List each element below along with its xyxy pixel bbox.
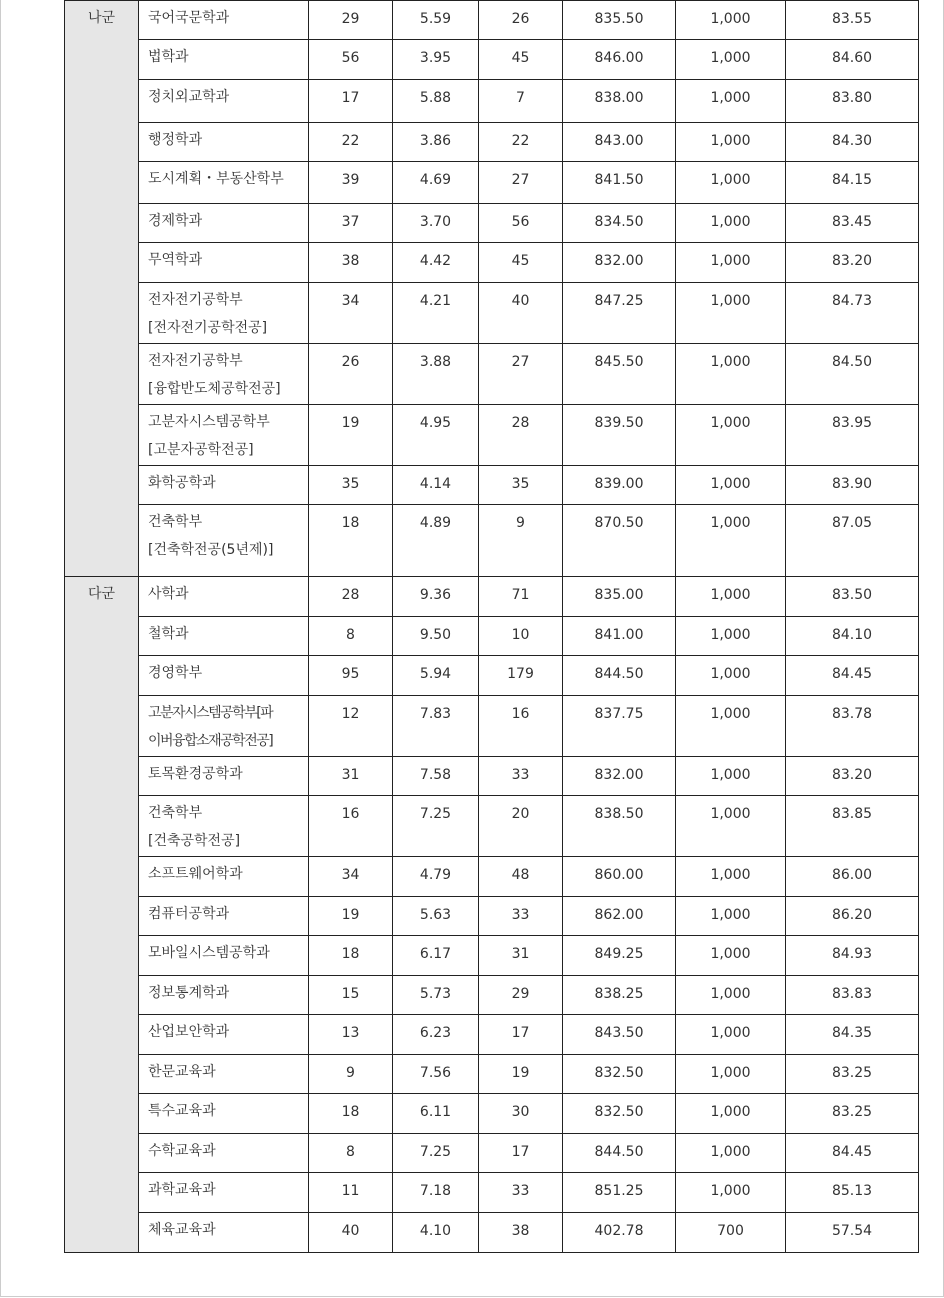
- value-cell: 700: [676, 1213, 786, 1253]
- value-cell: 29: [309, 1, 393, 40]
- department-name-line: 고분자시스템공학부[파: [148, 705, 273, 721]
- value-cell: 7.25: [393, 1134, 479, 1173]
- value-cell: 3.95: [393, 40, 479, 80]
- value-cell: 29: [479, 976, 563, 1015]
- department-name-line: 국어국문학과: [148, 10, 230, 26]
- department-name-line: 체육교육과: [148, 1222, 216, 1238]
- department-name-line: 경제학과: [148, 213, 203, 229]
- value-cell: 19: [309, 897, 393, 936]
- value-cell: 832.50: [563, 1055, 676, 1094]
- table-row: [65, 1213, 919, 1253]
- value-cell: 19: [309, 405, 393, 466]
- department-cell: [139, 243, 309, 283]
- value-cell: 1,000: [676, 1015, 786, 1055]
- value-cell: 35: [479, 466, 563, 505]
- value-cell: 7.58: [393, 757, 479, 796]
- value-cell: 1,000: [676, 617, 786, 656]
- department-cell: [139, 696, 309, 757]
- value-cell: 84.93: [786, 936, 919, 976]
- department-name-line: 건축학부: [148, 805, 203, 821]
- department-name-line: 도시계획・부동산학부: [148, 171, 284, 187]
- value-cell: 5.59: [393, 1, 479, 40]
- group-label: 다군: [65, 577, 139, 1253]
- value-cell: 84.45: [786, 656, 919, 696]
- value-cell: 83.80: [786, 80, 919, 123]
- value-cell: 847.25: [563, 283, 676, 344]
- value-cell: 6.17: [393, 936, 479, 976]
- value-cell: 86.00: [786, 857, 919, 897]
- table-row: [65, 577, 919, 617]
- value-cell: 832.00: [563, 757, 676, 796]
- value-cell: 83.20: [786, 243, 919, 283]
- value-cell: 4.14: [393, 466, 479, 505]
- value-cell: 28: [309, 577, 393, 617]
- group-label: 나군: [65, 1, 139, 577]
- value-cell: 6.23: [393, 1015, 479, 1055]
- value-cell: 1,000: [676, 243, 786, 283]
- value-cell: 862.00: [563, 897, 676, 936]
- value-cell: 48: [479, 857, 563, 897]
- value-cell: 33: [479, 757, 563, 796]
- value-cell: 4.89: [393, 505, 479, 577]
- value-cell: 83.83: [786, 976, 919, 1015]
- value-cell: 12: [309, 696, 393, 757]
- department-name-line: 정보통계학과: [148, 985, 230, 1001]
- value-cell: 84.35: [786, 1015, 919, 1055]
- value-cell: 5.88: [393, 80, 479, 123]
- table-row: [65, 162, 919, 204]
- value-cell: 838.50: [563, 796, 676, 857]
- department-name-line: 사학과: [148, 586, 189, 602]
- department-name-line: [전자전기공학전공]: [148, 320, 268, 336]
- value-cell: 84.50: [786, 344, 919, 405]
- department-name-line: 모바일시스템공학과: [148, 945, 270, 961]
- department-name-line: 전자전기공학부: [148, 292, 243, 308]
- value-cell: 39: [309, 162, 393, 204]
- value-cell: 1,000: [676, 1055, 786, 1094]
- value-cell: 1,000: [676, 897, 786, 936]
- department-cell: [139, 466, 309, 505]
- department-cell: [139, 204, 309, 243]
- department-cell: [139, 1015, 309, 1055]
- value-cell: 84.30: [786, 123, 919, 162]
- value-cell: 849.25: [563, 936, 676, 976]
- value-cell: 1,000: [676, 1134, 786, 1173]
- value-cell: 33: [479, 897, 563, 936]
- department-cell: [139, 162, 309, 204]
- department-name-line: 토목환경공학과: [148, 766, 243, 782]
- table-row: [65, 283, 919, 344]
- value-cell: 832.50: [563, 1094, 676, 1134]
- value-cell: 16: [309, 796, 393, 857]
- department-cell: [139, 505, 309, 577]
- value-cell: 8: [309, 1134, 393, 1173]
- value-cell: 1,000: [676, 40, 786, 80]
- value-cell: 19: [479, 1055, 563, 1094]
- value-cell: 1,000: [676, 466, 786, 505]
- value-cell: 26: [479, 1, 563, 40]
- value-cell: 4.79: [393, 857, 479, 897]
- value-cell: 1,000: [676, 283, 786, 344]
- value-cell: 83.55: [786, 1, 919, 40]
- department-name-line: 화학공학과: [148, 475, 216, 491]
- value-cell: 40: [309, 1213, 393, 1253]
- department-name-line: 산업보안학과: [148, 1024, 230, 1040]
- value-cell: 7.25: [393, 796, 479, 857]
- value-cell: 839.50: [563, 405, 676, 466]
- value-cell: 1,000: [676, 936, 786, 976]
- value-cell: 34: [309, 283, 393, 344]
- department-cell: [139, 577, 309, 617]
- table-row: [65, 466, 919, 505]
- value-cell: 35: [309, 466, 393, 505]
- department-cell: [139, 123, 309, 162]
- value-cell: 16: [479, 696, 563, 757]
- value-cell: 10: [479, 617, 563, 656]
- value-cell: 1,000: [676, 656, 786, 696]
- value-cell: 85.13: [786, 1173, 919, 1213]
- value-cell: 17: [479, 1015, 563, 1055]
- table-row: [65, 505, 919, 577]
- value-cell: 839.00: [563, 466, 676, 505]
- department-name-line: [고분자공학전공]: [148, 442, 254, 458]
- department-cell: [139, 976, 309, 1015]
- department-name-line: 과학교육과: [148, 1182, 216, 1198]
- department-name-line: 건축학부: [148, 514, 203, 530]
- value-cell: 837.75: [563, 696, 676, 757]
- table-row: [65, 656, 919, 696]
- department-cell: [139, 617, 309, 656]
- value-cell: 845.50: [563, 344, 676, 405]
- value-cell: 83.85: [786, 796, 919, 857]
- value-cell: 834.50: [563, 204, 676, 243]
- value-cell: 9.50: [393, 617, 479, 656]
- table-row: [65, 1015, 919, 1055]
- value-cell: 1,000: [676, 976, 786, 1015]
- value-cell: 30: [479, 1094, 563, 1134]
- value-cell: 4.21: [393, 283, 479, 344]
- value-cell: 838.00: [563, 80, 676, 123]
- value-cell: 4.10: [393, 1213, 479, 1253]
- value-cell: 27: [479, 344, 563, 405]
- value-cell: 844.50: [563, 656, 676, 696]
- department-cell: [139, 796, 309, 857]
- department-cell: [139, 857, 309, 897]
- value-cell: 11: [309, 1173, 393, 1213]
- value-cell: 17: [309, 80, 393, 123]
- value-cell: 851.25: [563, 1173, 676, 1213]
- department-cell: [139, 1, 309, 40]
- value-cell: 37: [309, 204, 393, 243]
- value-cell: 8: [309, 617, 393, 656]
- value-cell: 20: [479, 796, 563, 857]
- value-cell: 83.25: [786, 1055, 919, 1094]
- department-cell: [139, 80, 309, 123]
- value-cell: 841.00: [563, 617, 676, 656]
- value-cell: 83.90: [786, 466, 919, 505]
- value-cell: 9: [309, 1055, 393, 1094]
- value-cell: 4.95: [393, 405, 479, 466]
- table-row: [65, 80, 919, 123]
- value-cell: 843.50: [563, 1015, 676, 1055]
- department-cell: [139, 1173, 309, 1213]
- value-cell: 844.50: [563, 1134, 676, 1173]
- value-cell: 1,000: [676, 162, 786, 204]
- value-cell: 83.50: [786, 577, 919, 617]
- department-name-line: 행정학과: [148, 132, 203, 148]
- department-name-line: 소프트웨어학과: [148, 866, 243, 882]
- table-row: [65, 344, 919, 405]
- table-row: [65, 123, 919, 162]
- department-cell: [139, 936, 309, 976]
- value-cell: 1,000: [676, 1, 786, 40]
- department-name-line: 컴퓨터공학과: [148, 906, 230, 922]
- value-cell: 1,000: [676, 1173, 786, 1213]
- department-name-line: 무역학과: [148, 252, 203, 268]
- value-cell: 7.83: [393, 696, 479, 757]
- department-cell: [139, 1094, 309, 1134]
- table-row: [65, 1173, 919, 1213]
- value-cell: 835.00: [563, 577, 676, 617]
- department-name-line: [융합반도체공학전공]: [148, 381, 281, 397]
- value-cell: 83.45: [786, 204, 919, 243]
- value-cell: 860.00: [563, 857, 676, 897]
- value-cell: 17: [479, 1134, 563, 1173]
- value-cell: 56: [479, 204, 563, 243]
- department-name-line: 전자전기공학부: [148, 353, 243, 369]
- value-cell: 179: [479, 656, 563, 696]
- table-row: [65, 1094, 919, 1134]
- value-cell: 18: [309, 505, 393, 577]
- value-cell: 1,000: [676, 577, 786, 617]
- table-row: [65, 617, 919, 656]
- value-cell: 1,000: [676, 344, 786, 405]
- value-cell: 3.70: [393, 204, 479, 243]
- value-cell: 4.69: [393, 162, 479, 204]
- value-cell: 841.50: [563, 162, 676, 204]
- value-cell: 83.78: [786, 696, 919, 757]
- value-cell: 84.10: [786, 617, 919, 656]
- table-row: [65, 204, 919, 243]
- value-cell: 13: [309, 1015, 393, 1055]
- department-cell: [139, 757, 309, 796]
- department-cell: [139, 40, 309, 80]
- department-name-line: 한문교육과: [148, 1064, 216, 1080]
- table-row: [65, 40, 919, 80]
- table-row: [65, 405, 919, 466]
- table-row: [65, 696, 919, 757]
- value-cell: 5.94: [393, 656, 479, 696]
- table-row: [65, 936, 919, 976]
- department-cell: [139, 1213, 309, 1253]
- value-cell: 31: [479, 936, 563, 976]
- value-cell: 15: [309, 976, 393, 1015]
- value-cell: 1,000: [676, 857, 786, 897]
- value-cell: 7.18: [393, 1173, 479, 1213]
- value-cell: 28: [479, 405, 563, 466]
- table-row: [65, 243, 919, 283]
- table-row: [65, 1134, 919, 1173]
- value-cell: 7: [479, 80, 563, 123]
- value-cell: 45: [479, 40, 563, 80]
- value-cell: 56: [309, 40, 393, 80]
- table-row: [65, 897, 919, 936]
- value-cell: 5.73: [393, 976, 479, 1015]
- department-name-line: [건축학전공(5년제)]: [148, 542, 274, 558]
- value-cell: 1,000: [676, 80, 786, 123]
- value-cell: 6.11: [393, 1094, 479, 1134]
- value-cell: 84.45: [786, 1134, 919, 1173]
- value-cell: 3.88: [393, 344, 479, 405]
- value-cell: 71: [479, 577, 563, 617]
- value-cell: 95: [309, 656, 393, 696]
- value-cell: 38: [309, 243, 393, 283]
- value-cell: 33: [479, 1173, 563, 1213]
- value-cell: 27: [479, 162, 563, 204]
- value-cell: 1,000: [676, 123, 786, 162]
- value-cell: 846.00: [563, 40, 676, 80]
- value-cell: 1,000: [676, 696, 786, 757]
- admission-results-table: [64, 0, 919, 1253]
- value-cell: 1,000: [676, 505, 786, 577]
- value-cell: 22: [479, 123, 563, 162]
- value-cell: 57.54: [786, 1213, 919, 1253]
- value-cell: 1,000: [676, 757, 786, 796]
- value-cell: 7.56: [393, 1055, 479, 1094]
- value-cell: 18: [309, 936, 393, 976]
- value-cell: 31: [309, 757, 393, 796]
- value-cell: 34: [309, 857, 393, 897]
- value-cell: 84.60: [786, 40, 919, 80]
- value-cell: 1,000: [676, 405, 786, 466]
- department-name-line: [건축공학전공]: [148, 833, 241, 849]
- table-row: [65, 1, 919, 40]
- value-cell: 5.63: [393, 897, 479, 936]
- value-cell: 84.73: [786, 283, 919, 344]
- table-row: [65, 857, 919, 897]
- table-row: [65, 976, 919, 1015]
- value-cell: 45: [479, 243, 563, 283]
- department-cell: [139, 1055, 309, 1094]
- value-cell: 87.05: [786, 505, 919, 577]
- department-name-line: 철학과: [148, 626, 189, 642]
- department-name-line: 경영학부: [148, 665, 203, 681]
- value-cell: 870.50: [563, 505, 676, 577]
- department-name-line: 특수교육과: [148, 1103, 216, 1119]
- department-cell: [139, 283, 309, 344]
- value-cell: 9.36: [393, 577, 479, 617]
- value-cell: 38: [479, 1213, 563, 1253]
- value-cell: 832.00: [563, 243, 676, 283]
- value-cell: 838.25: [563, 976, 676, 1015]
- value-cell: 1,000: [676, 1094, 786, 1134]
- department-name-line: 정치외교학과: [148, 89, 230, 105]
- value-cell: 83.25: [786, 1094, 919, 1134]
- department-name-line: 수학교육과: [148, 1143, 216, 1159]
- department-cell: [139, 1134, 309, 1173]
- value-cell: 22: [309, 123, 393, 162]
- table-row: [65, 1055, 919, 1094]
- table-row: [65, 796, 919, 857]
- value-cell: 3.86: [393, 123, 479, 162]
- value-cell: 402.78: [563, 1213, 676, 1253]
- department-cell: [139, 897, 309, 936]
- value-cell: 83.20: [786, 757, 919, 796]
- value-cell: 4.42: [393, 243, 479, 283]
- value-cell: 83.95: [786, 405, 919, 466]
- value-cell: 1,000: [676, 796, 786, 857]
- value-cell: 9: [479, 505, 563, 577]
- value-cell: 26: [309, 344, 393, 405]
- value-cell: 86.20: [786, 897, 919, 936]
- value-cell: 18: [309, 1094, 393, 1134]
- value-cell: 40: [479, 283, 563, 344]
- department-name-line: 이버융합소재공학전공]: [148, 733, 273, 749]
- department-cell: [139, 405, 309, 466]
- table-row: [65, 757, 919, 796]
- value-cell: 835.50: [563, 1, 676, 40]
- value-cell: 1,000: [676, 204, 786, 243]
- department-name-line: 법학과: [148, 49, 189, 65]
- department-cell: [139, 656, 309, 696]
- value-cell: 843.00: [563, 123, 676, 162]
- value-cell: 84.15: [786, 162, 919, 204]
- department-cell: [139, 344, 309, 405]
- department-name-line: 고분자시스템공학부: [148, 414, 270, 430]
